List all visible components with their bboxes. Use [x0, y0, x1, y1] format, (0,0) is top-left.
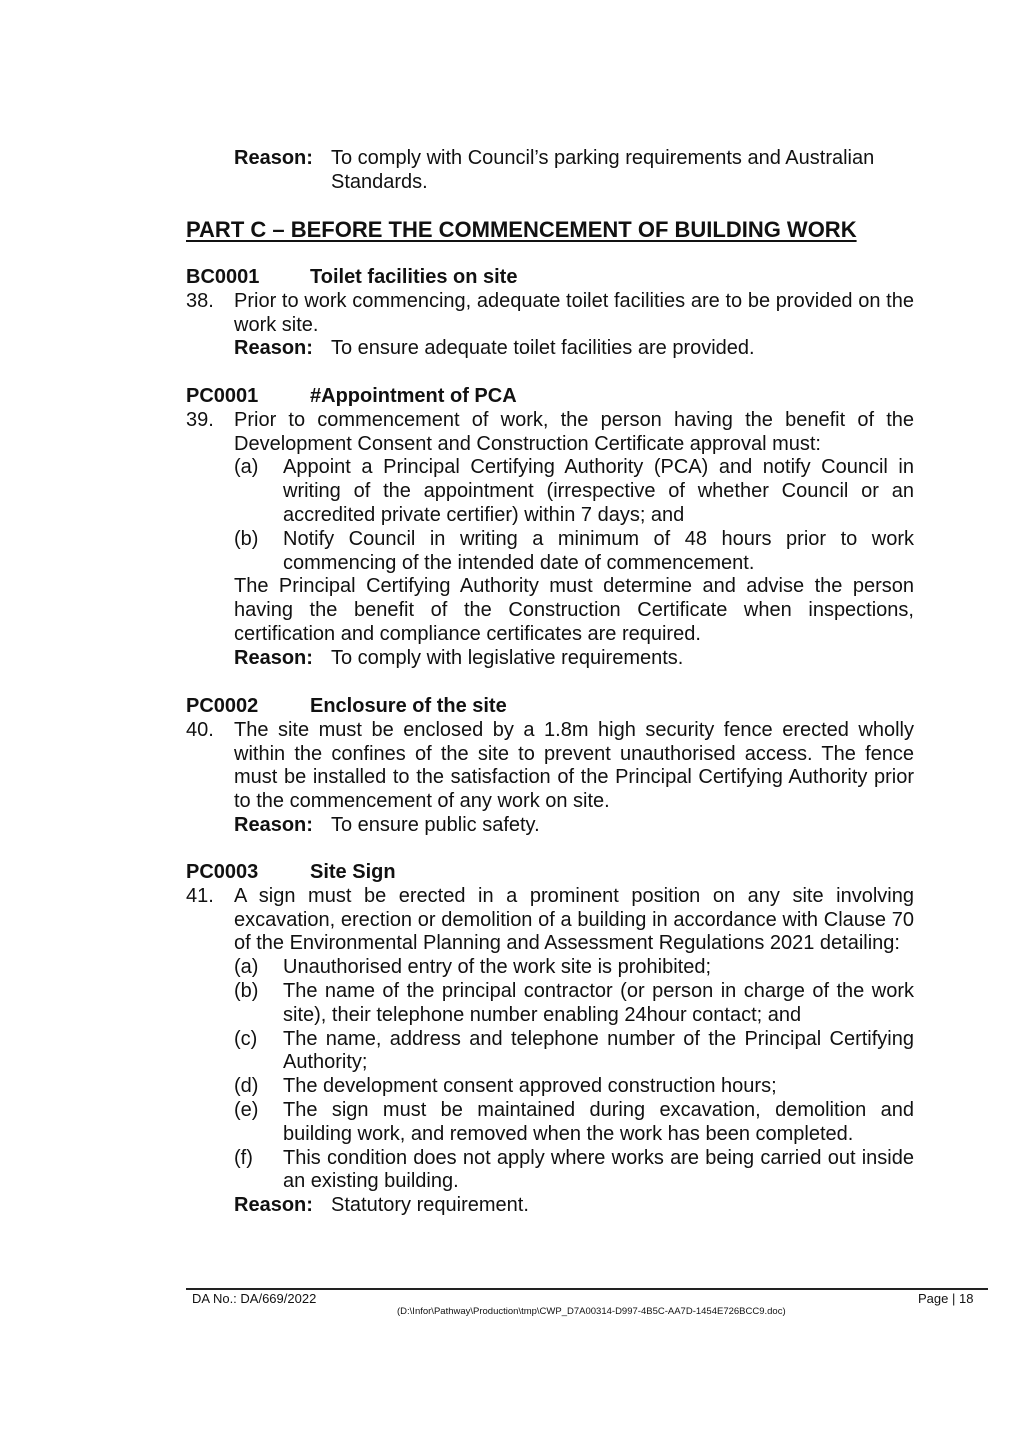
reason-label: Reason: — [234, 646, 313, 669]
list-item — [234, 456, 914, 527]
condition-bc0001 — [186, 266, 914, 361]
list-item-text: Unauthorised entry of the work site is prohibited; — [283, 956, 711, 979]
condition-after-text: The Principal Certifying Authority must determine and advise the person having the benefit of the Construction Certificate when inspections, certification and compliance certificates are required. — [234, 575, 914, 645]
condition-title: Toilet facilities on site — [310, 266, 518, 288]
condition-text: Prior to work commencing, adequate toilet facilities are to be provided on the work site. — [234, 289, 914, 336]
reason-label: Reason: — [234, 813, 313, 836]
reason-text: Statutory requirement. — [331, 1194, 529, 1217]
condition-code: PC0002 — [186, 695, 259, 717]
list-item-text: Appoint a Principal Certifying Authority (PCA) and notify Council in writing of the appointment (irrespective of whether Council or an accredited private certifier) within 7 days; and — [283, 456, 914, 526]
list-item — [234, 1075, 914, 1099]
list-item — [234, 1147, 914, 1195]
condition-number: 41. — [186, 884, 214, 907]
condition-text: Prior to commencement of work, the person having the benefit of the Development Consent and Construction Certificate approval must: — [234, 408, 914, 455]
condition-number: 38. — [186, 289, 214, 312]
condition-number: 40. — [186, 718, 214, 741]
list-item-text: The sign must be maintained during excavation, demolition and building work, and removed when the work has been completed. — [283, 1098, 914, 1145]
list-item-label: (a) — [234, 956, 259, 979]
condition-title: Site Sign — [310, 861, 396, 883]
condition-heading — [186, 695, 914, 719]
condition-pc0002 — [186, 695, 914, 838]
list-item-label: (d) — [234, 1075, 259, 1098]
footer-da-number: DA No.: DA/669/2022 — [192, 1291, 317, 1306]
condition-heading — [186, 861, 914, 885]
reason-text: To ensure public safety. — [331, 813, 540, 836]
list-item-text: The development consent approved construction hours; — [283, 1075, 777, 1098]
list-item-label: (b) — [234, 979, 259, 1002]
list-item-text: The name, address and telephone number of the Principal Certifying Authority; — [283, 1027, 914, 1074]
condition-code: PC0003 — [186, 861, 259, 883]
top-reason — [234, 147, 914, 195]
list-item-text: Notify Council in writing a minimum of 48 hours prior to work commencing of the intended date of commencement. — [283, 527, 914, 574]
list-item — [234, 956, 914, 980]
condition-heading — [186, 266, 914, 290]
list-item-text: The name of the principal contractor (or person in charge of the work site), their telephone number enabling 24hour contact; and — [283, 979, 914, 1026]
condition-title: #Appointment of PCA — [310, 385, 517, 407]
reason-text: To comply with Council’s parking requirements and Australian Standards. — [331, 147, 875, 193]
list-item — [234, 528, 914, 576]
footer-file-path: (D:\Infor\Pathway\Production\tmp\CWP_D7A00314-D997-4B5C-AA7D-1454E726BCC9.doc) — [397, 1306, 786, 1317]
condition-code: BC0001 — [186, 266, 260, 288]
list-item — [234, 1099, 914, 1147]
list-item-label: (f) — [234, 1146, 253, 1169]
list-item-label: (c) — [234, 1027, 258, 1050]
condition-pc0001 — [186, 385, 914, 671]
reason-text: To ensure adequate toilet facilities are provided. — [331, 337, 755, 360]
condition-pc0003 — [186, 861, 914, 1218]
reason-label: Reason: — [234, 1194, 313, 1217]
condition-number: 39. — [186, 408, 214, 431]
condition-text: A sign must be erected in a prominent position on any site involving excavation, erection or demolition of a building in accordance with Clause 70 of the Environmental Planning and Assessment Regulations 2021 detailing: — [234, 884, 914, 955]
condition-text: The site must be enclosed by a 1.8m high security fence erected wholly within the confines of the site to prevent unauthorised access. The fence must be installed to the satisfaction of the Principal Certifying Authority prior to the commencement of any work on site. — [234, 718, 914, 813]
reason-label: Reason: — [234, 147, 313, 169]
reason-label: Reason: — [234, 337, 313, 360]
list-item-label: (a) — [234, 456, 259, 479]
list-item-label: (b) — [234, 527, 259, 550]
footer-divider — [186, 1288, 988, 1290]
reason-text: To comply with legislative requirements. — [331, 646, 684, 669]
list-item — [234, 1028, 914, 1076]
list-item-text: This condition does not apply where works are being carried out inside an existing building. — [283, 1146, 914, 1193]
condition-heading — [186, 385, 914, 409]
list-item — [234, 980, 914, 1028]
condition-title: Enclosure of the site — [310, 695, 507, 717]
list-item-label: (e) — [234, 1098, 259, 1121]
condition-code: PC0001 — [186, 385, 259, 407]
part-heading: PART C – BEFORE THE COMMENCEMENT OF BUILDING WORK — [186, 217, 857, 242]
footer-page-number: Page | 18 — [918, 1291, 974, 1306]
